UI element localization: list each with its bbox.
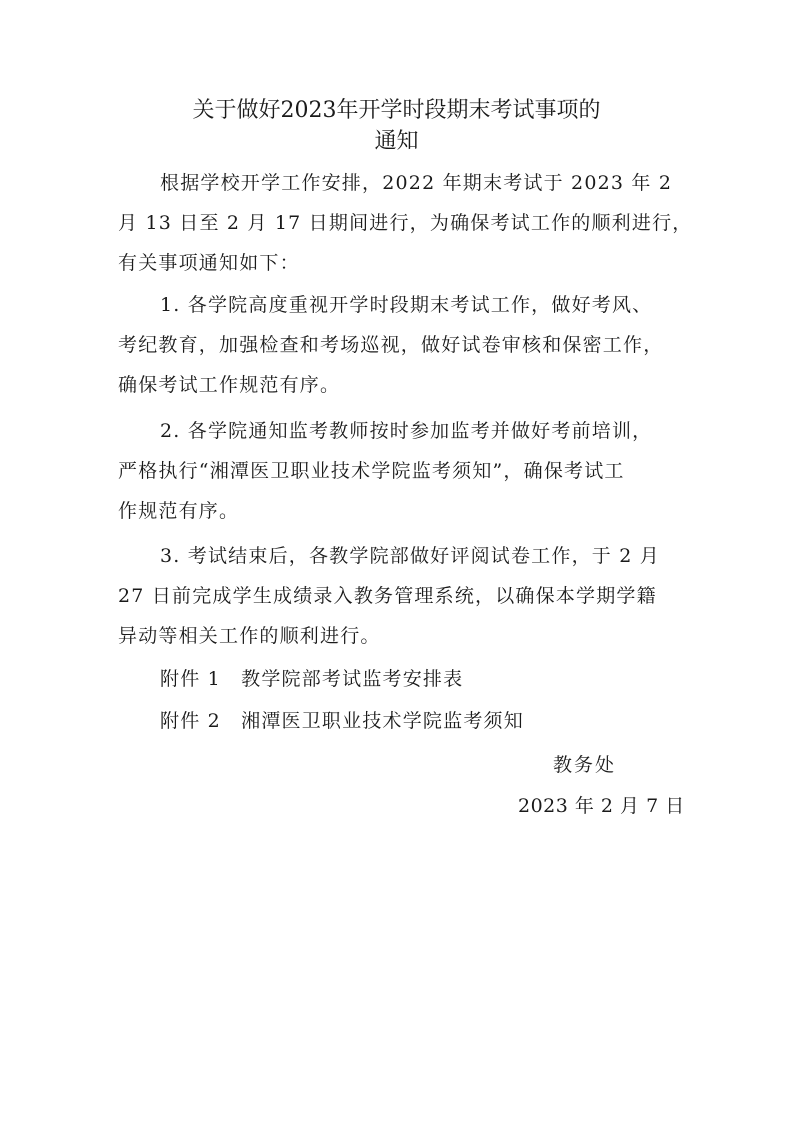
item1-line-3: 确保考试工作规范有序。 [118,374,341,396]
item3-line-1: 3. 考试结束后，各教学院部做好评阅试卷工作，于 2 月 [160,545,660,567]
item1-line-1: 1. 各学院高度重视开学时段期末考试工作，做好考风、 [160,294,653,316]
item1-line-2: 考纪教育，加强检查和考场巡视，做好试卷审核和保密工作， [118,334,664,356]
document-title-line1: 关于做好2023年开学时段期末考试事项的 [192,98,601,123]
item2-line-2: 严格执行“湘潭医卫职业技术学院监考须知”，确保考试工 [118,460,625,482]
intro-line-3: 有关事项通知如下： [118,252,300,274]
signature-date: 2023 年 2 月 7 日 [518,795,685,817]
intro-line-2: 月 13 日至 2 月 17 日期间进行，为确保考试工作的顺利进行， [118,212,693,234]
item2-line-3: 作规范有序。 [118,500,240,522]
attachment-2: 附件 2 湘潭医卫职业技术学院监考须知 [160,710,524,732]
intro-line-1: 根据学校开学工作安排，2022 年期末考试于 2023 年 2 [160,172,673,194]
document-title-line2: 通知 [374,129,419,154]
item3-line-2: 27 日前完成学生成绩录入教务管理系统，以确保本学期学籍 [118,585,657,607]
signature-department: 教务处 [553,754,617,776]
item3-line-3: 异动等相关工作的顺利进行。 [118,625,381,647]
attachment-1: 附件 1 教学院部考试监考安排表 [160,668,464,690]
item2-line-1: 2. 各学院通知监考教师按时参加监考并做好考前培训， [160,420,653,442]
